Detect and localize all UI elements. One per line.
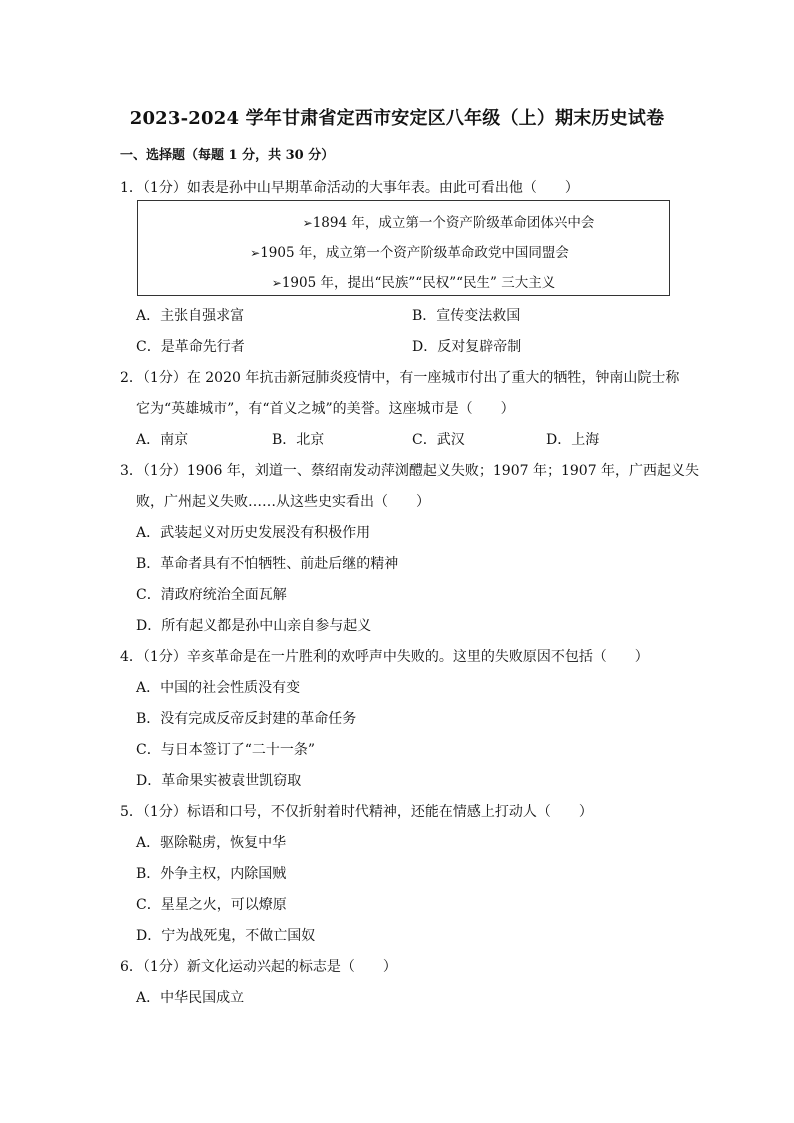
question-3-option-a: A．武装起义对历史发展没有积极作用: [136, 525, 371, 541]
question-3-option-d: D．所有起义都是孙中山亲自参与起义: [136, 618, 372, 634]
timeline-row-3: ➢1905 年，提出“民族”“民权”“民生” 三大主义: [271, 275, 556, 291]
question-3-stem-line-2: 败，广州起义失败……从这些史实看出（ ）: [136, 494, 430, 510]
question-2-option-a: A．南京: [136, 432, 189, 448]
question-4-option-d: D．革命果实被袁世凯窃取: [136, 773, 302, 789]
question-3-option-b: B．革命者具有不怕牺牲、前赴后继的精神: [136, 556, 399, 572]
arrow-bullet-icon: ➢: [271, 276, 282, 290]
question-1-option-c: C．是革命先行者: [136, 339, 245, 355]
arrow-bullet-icon: ➢: [302, 216, 313, 230]
question-5-option-a: A．驱除鞑虏，恢复中华: [136, 835, 287, 851]
question-2-stem-line-1: 2．（1分）在 2020 年抗击新冠肺炎疫情中，有一座城市付出了重大的牺牲，钟南山院士称: [120, 370, 680, 386]
question-1-option-d: D．反对复辟帝制: [412, 339, 522, 355]
question-4-option-b: B．没有完成反帝反封建的革命任务: [136, 711, 357, 727]
question-4-stem: 4．（1分）辛亥革命是在一片胜利的欢呼声中失败的。这里的失败原因不包括（ ）: [120, 649, 649, 665]
question-2-stem-line-2: 它为“英雄城市”，有“首义之城”的美誉。这座城市是（ ）: [136, 401, 515, 417]
question-6-stem: 6．（1分）新文化运动兴起的标志是（ ）: [120, 959, 397, 975]
question-5-option-d: D．宁为战死鬼，不做亡国奴: [136, 928, 316, 944]
question-3-option-c: C．清政府统治全面瓦解: [136, 587, 287, 603]
timeline-table: [137, 200, 670, 296]
section-heading: 一、选择题（每题 1 分，共 30 分）: [120, 148, 335, 163]
question-5-stem: 5．（1分）标语和口号，不仅折射着时代精神，还能在情感上打动人（ ）: [120, 804, 593, 820]
question-4-option-a: A．中国的社会性质没有变: [136, 680, 301, 696]
question-2-option-b: B．北京: [272, 432, 325, 448]
question-5-option-c: C．星星之火，可以燎原: [136, 897, 287, 913]
question-6-option-a: A．中华民国成立: [136, 990, 245, 1006]
question-5-option-b: B．外争主权，内除国贼: [136, 866, 287, 882]
question-4-option-c: C．与日本签订了“二十一条”: [136, 742, 316, 758]
timeline-row-1: ➢1894 年，成立第一个资产阶级革命团体兴中会: [302, 215, 595, 231]
exam-title: 2023-2024 学年甘肃省定西市安定区八年级（上）期末历史试卷: [129, 108, 665, 129]
question-2-option-c: C．武汉: [412, 432, 465, 448]
question-1-stem: 1．（1分）如表是孙中山早期革命活动的大事年表。由此可看出他（ ）: [120, 180, 579, 196]
question-1-option-a: A．主张自强求富: [136, 308, 245, 324]
question-1-option-b: B．宣传变法救国: [412, 308, 521, 324]
question-3-stem-line-1: 3．（1分）1906 年，刘道一、蔡绍南发动萍浏醴起义失败；1907 年；1907 年，广西起义失: [120, 463, 700, 479]
arrow-bullet-icon: ➢: [250, 246, 261, 260]
question-2-option-d: D．上海: [546, 432, 600, 448]
timeline-row-2: ➢1905 年，成立第一个资产阶级革命政党中国同盟会: [250, 245, 569, 261]
